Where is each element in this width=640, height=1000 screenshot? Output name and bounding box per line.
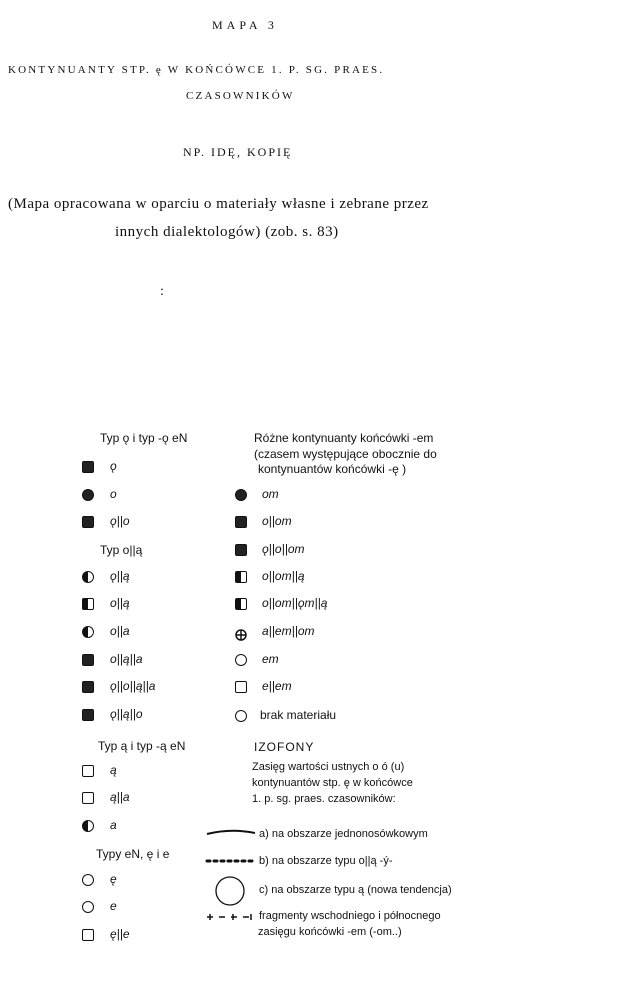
legend-label: ǫ||ą||o [110, 707, 143, 721]
legend-symbol [82, 820, 94, 832]
legend-label: ą||a [110, 790, 130, 804]
legend-symbol [82, 461, 94, 473]
legend-label: ǫ [110, 459, 117, 473]
legend-group2-title: Typ o||ą [100, 543, 143, 557]
legend-symbol [82, 626, 94, 638]
legend-symbol [82, 709, 94, 721]
legend-right-title-line2: (czasem występujące obocznie do [254, 447, 437, 461]
izofony-desc-line1: Zasięg wartości ustnych o ó (u) [252, 761, 405, 773]
legend-right-title-line1: Różne kontynuanty końcówki -em [254, 431, 434, 445]
izofony-title: IZOFONY [254, 740, 315, 754]
legend-symbol [235, 681, 247, 693]
stray-mark: : [160, 284, 164, 299]
isophone-label: a) na obszarze jednonosówkowym [259, 828, 428, 840]
legend-symbol [235, 598, 247, 610]
map-title-line1: KONTYNUANTY STP. ę W KOŃCÓWCE 1. P. SG. PRAES. [8, 64, 385, 76]
legend-label: e [110, 899, 117, 913]
legend-symbol [82, 792, 94, 804]
legend-label: ą [110, 763, 117, 777]
map-number: MAPA 3 [212, 18, 278, 32]
izofony-desc-line2: kontynuantów stp. ę w końcówce [252, 777, 413, 789]
legend-label: em [262, 652, 279, 666]
legend-symbol [235, 544, 247, 556]
legend-symbol [82, 929, 94, 941]
legend-symbol [82, 598, 94, 610]
legend-symbol [82, 765, 94, 777]
legend-label: ǫ||ą [110, 569, 130, 583]
legend-label: o [110, 487, 117, 501]
isophone-label: fragmenty wschodniego i północnego [259, 910, 441, 922]
legend-symbol [82, 654, 94, 666]
legend-label: ę [110, 872, 117, 886]
legend-group3-title: Typ ą i typ -ą eN [98, 739, 186, 753]
legend-right-title-line3: kontynuantów końcówki -ę ) [258, 462, 407, 476]
legend-label: o||ą [110, 596, 130, 610]
legend-symbol [235, 626, 247, 638]
legend-symbol [82, 516, 94, 528]
legend-label: o||ą||a [110, 652, 143, 666]
map-note-line1: (Mapa opracowana w oparciu o materiały własne i zebrane przez [8, 196, 429, 212]
legend-symbol [235, 571, 247, 583]
legend-group4-title: Typy eN, ę i e [96, 847, 170, 861]
legend-label: o||om||ą [262, 569, 305, 583]
isophone-line-circle-icon [214, 873, 246, 909]
legend-label: ę||e [110, 927, 130, 941]
legend-symbol [235, 710, 247, 722]
legend-label: a [110, 818, 117, 832]
legend-label: ǫ||o||ą||a [110, 679, 156, 693]
legend-symbol [82, 489, 94, 501]
legend-symbol [235, 654, 247, 666]
legend-label: a||em||om [262, 624, 315, 638]
legend-label: om [262, 487, 279, 501]
isophone-label: b) na obszarze typu o||ą -ý- [259, 855, 393, 867]
isophone-line-dashed-icon [205, 912, 257, 922]
isophone-line-solid-icon [205, 826, 257, 838]
legend-label: ǫ||o||om [262, 542, 305, 556]
legend-label: e||em [262, 679, 292, 693]
legend-symbol [82, 681, 94, 693]
map-example: NP. IDĘ, KOPIĘ [183, 145, 293, 159]
legend-label: o||om [262, 514, 292, 528]
map-title-line2: CZASOWNIKÓW [186, 90, 295, 102]
isophone-line-dotted-icon [205, 856, 257, 866]
legend-label: ǫ||o [110, 514, 130, 528]
legend-symbol [235, 516, 247, 528]
legend-symbol [82, 901, 94, 913]
isophone-label-cont: zasięgu końcówki -em (-om..) [258, 926, 402, 938]
izofony-desc-line3: 1. p. sg. praes. czasowników: [252, 793, 396, 805]
map-note-line2: innych dialektologów) (zob. s. 83) [115, 224, 339, 240]
legend-label: brak materiału [260, 708, 337, 722]
isophone-label: c) na obszarze typu ą (nowa tendencja) [259, 884, 452, 896]
legend-group1-title: Typ ǫ i typ -ǫ eN [100, 431, 188, 445]
legend-symbol [82, 571, 94, 583]
legend-label: o||a [110, 624, 130, 638]
legend-label: o||om||ǫm||ą [262, 596, 328, 610]
legend-symbol [82, 874, 94, 886]
legend-symbol [235, 489, 247, 501]
